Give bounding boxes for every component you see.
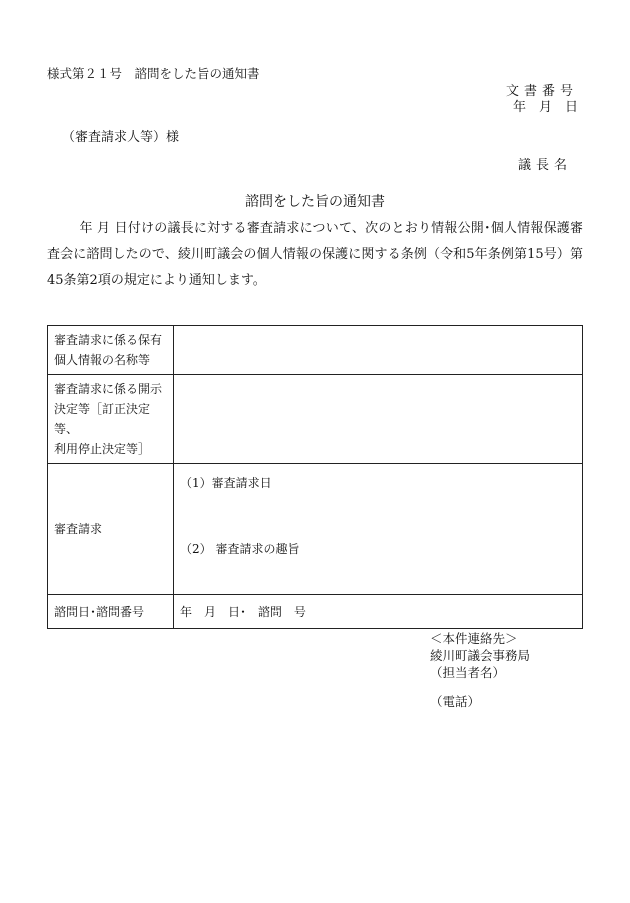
row-label: 審査請求に係る保有 個人情報の名称等 bbox=[48, 326, 174, 375]
request-details bbox=[174, 464, 583, 595]
row-label: 審査請求に係る開示 決定等［訂正決定等、 利用停止決定等］ bbox=[48, 375, 174, 464]
row-value bbox=[174, 326, 583, 375]
document-title: 諮問をした旨の通知書 bbox=[245, 194, 385, 210]
contact-heading: ＜本件連絡先＞ bbox=[430, 631, 518, 646]
row-label: 諮問日･諮問番号 bbox=[48, 595, 174, 629]
table-row bbox=[48, 375, 583, 464]
contact-office: 綾川町議会事務局 bbox=[430, 648, 531, 663]
request-date-label: （1）審査請求日 bbox=[180, 476, 272, 490]
table-row bbox=[48, 595, 583, 629]
contact-phone: （電話） bbox=[430, 694, 481, 709]
request-purpose-label: （2） 審査請求の趣旨 bbox=[180, 542, 300, 556]
recipient: （審査請求人等）様 bbox=[62, 130, 180, 145]
document-number: 文書番号 bbox=[505, 84, 578, 99]
body-text: 年 月 日付けの議長に対する審査請求について、次のとおり情報公開･個人情報保護審査会に諮問したので、綾川町議会の個人情報の保護に関する条例（令和5年条例第15号）第45条第2項の規定により通知します。 bbox=[47, 221, 583, 288]
consultation-date-number: 年 月 日･ 諮問 号 bbox=[174, 595, 583, 629]
contact-block bbox=[430, 630, 610, 710]
row-label: 審査請求 bbox=[48, 464, 174, 595]
info-table bbox=[47, 325, 583, 629]
row-value bbox=[174, 375, 583, 464]
sender-name: 議長名 bbox=[517, 158, 572, 173]
contact-person: （担当者名） bbox=[430, 665, 506, 680]
form-number: 様式第２１号 諮問をした旨の通知書 bbox=[47, 66, 260, 81]
table-row bbox=[48, 326, 583, 375]
issue-date: 年 月 日 bbox=[512, 100, 578, 115]
table-row bbox=[48, 464, 583, 595]
